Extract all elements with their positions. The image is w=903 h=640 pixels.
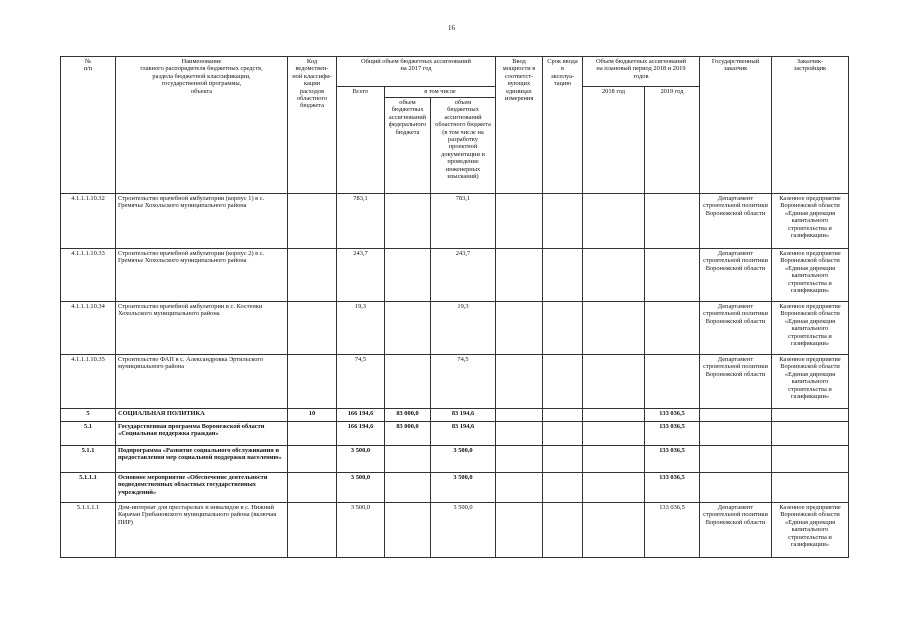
- cell-name: Дом-интернат для престарелых и инвалидов в с. Нижний Карачан Грибановского муниципального района (включая ПИР): [116, 503, 288, 558]
- cell-name: Строительство врачебной амбулатории в с. Костенки Хохольского муниципального района: [116, 302, 288, 355]
- cell-capacity: [496, 446, 543, 473]
- cell-term: [543, 503, 583, 558]
- cell-term: [543, 422, 583, 446]
- cell-name: Строительство ФАП в с. Александровка Эртильского муниципального района: [116, 355, 288, 409]
- header-regional: объем бюджетных ассигнований областного бюджета (в том числе на разработку проектной документации и проведение инженерных изысканий): [431, 98, 496, 194]
- cell-regional: 3 500,0: [431, 446, 496, 473]
- cell-num: 5.1: [61, 422, 116, 446]
- cell-total: 19,3: [337, 302, 385, 355]
- cell-y2018: [583, 302, 645, 355]
- header-code: Код ведомствен- ной классифи- кации расходов областного бюджета: [288, 57, 337, 194]
- cell-y2019: [645, 302, 700, 355]
- cell-capacity: [496, 503, 543, 558]
- cell-regional: 83 194,6: [431, 409, 496, 422]
- cell-developer: [772, 409, 849, 422]
- cell-num: 5: [61, 409, 116, 422]
- cell-customer: Департамент строительной политики Воронежской области: [700, 355, 772, 409]
- cell-total: 166 194,6: [337, 409, 385, 422]
- table-row: [61, 446, 849, 473]
- cell-num: 5.1.1.1: [61, 473, 116, 503]
- cell-total: 3 500,0: [337, 503, 385, 558]
- cell-code: [288, 446, 337, 473]
- cell-federal: 83 000,0: [385, 422, 431, 446]
- budget-table: [60, 56, 849, 558]
- cell-code: 10: [288, 409, 337, 422]
- cell-federal: [385, 355, 431, 409]
- table-row: [61, 302, 849, 355]
- cell-y2018: [583, 194, 645, 249]
- cell-num: 5.1.1.1.1: [61, 503, 116, 558]
- cell-y2019: [645, 249, 700, 302]
- cell-total: 3 500,0: [337, 446, 385, 473]
- cell-term: [543, 194, 583, 249]
- cell-total: 3 500,0: [337, 473, 385, 503]
- cell-regional: 19,3: [431, 302, 496, 355]
- cell-num: 4.1.1.1.10.33: [61, 249, 116, 302]
- table-row: [61, 473, 849, 503]
- cell-term: [543, 355, 583, 409]
- cell-y2018: [583, 446, 645, 473]
- cell-y2019: 133 036,5: [645, 422, 700, 446]
- table-row: [61, 409, 849, 422]
- cell-code: [288, 473, 337, 503]
- cell-y2019: [645, 194, 700, 249]
- cell-y2019: 133 036,5: [645, 503, 700, 558]
- cell-regional: 243,7: [431, 249, 496, 302]
- cell-term: [543, 302, 583, 355]
- cell-total: 74,5: [337, 355, 385, 409]
- cell-federal: [385, 194, 431, 249]
- cell-name: Строительство врачебной амбулатории (корпус 1) в с. Гремячье Хохольского муниципального района: [116, 194, 288, 249]
- cell-code: [288, 302, 337, 355]
- cell-term: [543, 409, 583, 422]
- cell-federal: [385, 473, 431, 503]
- cell-customer: Департамент строительной политики Воронежской области: [700, 249, 772, 302]
- cell-code: [288, 249, 337, 302]
- cell-y2018: [583, 249, 645, 302]
- header-num: № п/п: [61, 57, 116, 194]
- cell-y2019: 133 036,5: [645, 446, 700, 473]
- cell-term: [543, 473, 583, 503]
- header-name: Наименование главного распорядителя бюджетных средств, раздела бюджетной классификации, государственной программы, объекта: [116, 57, 288, 194]
- cell-name: СОЦИАЛЬНАЯ ПОЛИТИКА: [116, 409, 288, 422]
- cell-customer: [700, 446, 772, 473]
- cell-customer: Департамент строительной политики Воронежской области: [700, 194, 772, 249]
- cell-num: 5.1.1: [61, 446, 116, 473]
- cell-customer: [700, 473, 772, 503]
- header-total: Всего: [337, 87, 385, 194]
- cell-regional: 3 500,0: [431, 473, 496, 503]
- header-federal: объем бюджетных ассигнований федерального бюджета: [385, 98, 431, 194]
- header-2019: 2019 год: [645, 87, 700, 194]
- cell-developer: Казенное предприятие Воронежской области «Единая дирекция капитального строительства и газификации»: [772, 194, 849, 249]
- cell-capacity: [496, 302, 543, 355]
- header-2018: 2018 год: [583, 87, 645, 194]
- cell-customer: [700, 422, 772, 446]
- cell-num: 4.1.1.1.10.34: [61, 302, 116, 355]
- header-capacity: Ввод мощности в соответст- вующих единицах измерения: [496, 57, 543, 194]
- cell-regional: 83 194,6: [431, 422, 496, 446]
- cell-code: [288, 194, 337, 249]
- cell-federal: [385, 446, 431, 473]
- table-row: [61, 422, 849, 446]
- cell-developer: Казенное предприятие Воронежской области «Единая дирекция капитального строительства и газификации»: [772, 503, 849, 558]
- cell-developer: Казенное предприятие Воронежской области «Единая дирекция капитального строительства и газификации»: [772, 355, 849, 409]
- cell-federal: [385, 503, 431, 558]
- page-number: 16: [448, 24, 455, 32]
- header-term: Срок ввода в эксплуа- тацию: [543, 57, 583, 194]
- cell-regional: 783,1: [431, 194, 496, 249]
- cell-regional: 74,5: [431, 355, 496, 409]
- cell-num: 4.1.1.1.10.32: [61, 194, 116, 249]
- cell-total: 243,7: [337, 249, 385, 302]
- cell-total: 783,1: [337, 194, 385, 249]
- cell-developer: Казенное предприятие Воронежской области «Единая дирекция капитального строительства и газификации»: [772, 302, 849, 355]
- table-row: [61, 355, 849, 409]
- table-row: [61, 503, 849, 558]
- cell-y2018: [583, 473, 645, 503]
- cell-y2019: 133 036,5: [645, 473, 700, 503]
- cell-customer: [700, 409, 772, 422]
- cell-y2018: [583, 409, 645, 422]
- cell-capacity: [496, 194, 543, 249]
- cell-capacity: [496, 473, 543, 503]
- cell-developer: [772, 446, 849, 473]
- cell-name: Государственная программа Воронежской области «Социальная поддержка граждан»: [116, 422, 288, 446]
- cell-y2019: 133 036,5: [645, 409, 700, 422]
- cell-y2018: [583, 355, 645, 409]
- header-total-group: Общий объем бюджетных ассигнований на 2017 год: [337, 57, 496, 87]
- cell-code: [288, 422, 337, 446]
- header-developer: Заказчик- застройщик: [772, 57, 849, 194]
- cell-capacity: [496, 249, 543, 302]
- cell-y2019: [645, 355, 700, 409]
- cell-code: [288, 503, 337, 558]
- cell-developer: Казенное предприятие Воронежской области «Единая дирекция капитального строительства и газификации»: [772, 249, 849, 302]
- cell-capacity: [496, 409, 543, 422]
- cell-developer: [772, 422, 849, 446]
- cell-num: 4.1.1.1.10.35: [61, 355, 116, 409]
- cell-federal: 83 000,0: [385, 409, 431, 422]
- cell-total: 166 194,6: [337, 422, 385, 446]
- cell-customer: Департамент строительной политики Воронежской области: [700, 503, 772, 558]
- cell-customer: Департамент строительной политики Воронежской области: [700, 302, 772, 355]
- cell-y2018: [583, 422, 645, 446]
- cell-developer: [772, 473, 849, 503]
- header-customer: Государственный заказчик: [700, 57, 772, 194]
- cell-term: [543, 249, 583, 302]
- table-row: [61, 249, 849, 302]
- header-plan-group: Объем бюджетных ассигнований на плановый период 2018 и 2019 годов: [583, 57, 700, 87]
- header-incl: в том числе: [385, 87, 496, 98]
- cell-federal: [385, 302, 431, 355]
- cell-federal: [385, 249, 431, 302]
- cell-name: Подпрограмма «Развитие социального обслуживания и предоставления мер социальной поддержки населению»: [116, 446, 288, 473]
- cell-code: [288, 355, 337, 409]
- cell-y2018: [583, 503, 645, 558]
- cell-capacity: [496, 355, 543, 409]
- cell-capacity: [496, 422, 543, 446]
- cell-term: [543, 446, 583, 473]
- table-row: [61, 194, 849, 249]
- cell-regional: 3 500,0: [431, 503, 496, 558]
- cell-name: Основное мероприятие «Обеспечение деятельности подведомственных областных государственных учреждений»: [116, 473, 288, 503]
- cell-name: Строительство врачебной амбулатории (корпус 2) в с. Гремячье Хохольского муниципального района: [116, 249, 288, 302]
